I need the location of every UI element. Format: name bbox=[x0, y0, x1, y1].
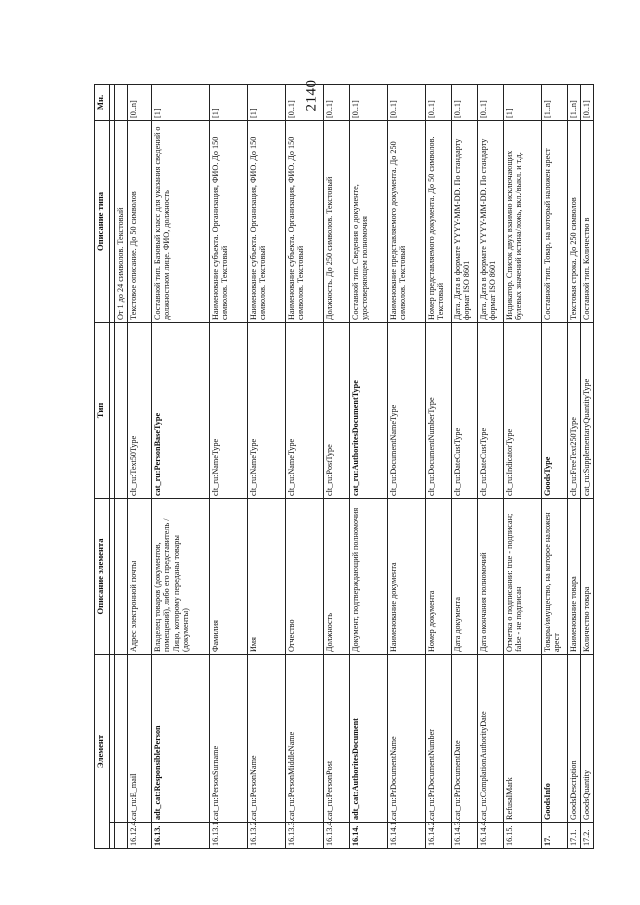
row-description: Имя bbox=[247, 498, 285, 654]
row-element: cat_ru:PersonPost bbox=[323, 654, 349, 822]
row-number: 16.14.1. bbox=[387, 823, 425, 849]
row-type: clt_ru:DocumentNameType bbox=[387, 322, 425, 498]
row-element: adt_cat:AuthoritesDocument bbox=[349, 654, 387, 822]
row-type: clt_ru:Text50Type bbox=[127, 322, 151, 498]
row-multiplicity: [1..n] bbox=[541, 84, 567, 120]
row-multiplicity: [0..1] bbox=[477, 84, 503, 120]
row-description: Дата документа bbox=[451, 498, 477, 654]
row-number bbox=[115, 823, 128, 849]
row-multiplicity: [0..1] bbox=[451, 84, 477, 120]
row-multiplicity: [0..n] bbox=[127, 84, 151, 120]
row-description: Отметка о подписании: true - подписан; false - не подписан bbox=[503, 498, 541, 654]
row-type-description: Наименование субъекта. Организация, ФИО. До 150 символов. Текстовый bbox=[247, 120, 285, 322]
table-row bbox=[115, 84, 128, 848]
row-number: 16.13. bbox=[151, 823, 209, 849]
table-row bbox=[209, 84, 247, 848]
row-number: 17.1. bbox=[567, 823, 580, 849]
row-number: 17.2. bbox=[580, 823, 593, 849]
table-row bbox=[323, 84, 349, 848]
table-row bbox=[151, 84, 209, 848]
row-type: GoodsType bbox=[541, 322, 567, 498]
row-number: 16.14. bbox=[349, 823, 387, 849]
row-type: clt_ru:NameType bbox=[247, 322, 285, 498]
row-type-description: Составной тип. Базовый класс для указания сведений о должностном лице. ФИО, должность bbox=[151, 120, 209, 322]
row-type: clt_ru:DocumentNumberType bbox=[425, 322, 451, 498]
row-description: Владелец товаров (документов, помещений), либо его представитель / Лицо, которому переданы товары (документы) bbox=[151, 498, 209, 654]
table-row bbox=[127, 84, 151, 848]
row-description bbox=[115, 498, 128, 654]
row-multiplicity: [0..1] bbox=[285, 84, 323, 120]
row-element: GoodsQuantity bbox=[580, 654, 593, 822]
table-row bbox=[425, 84, 451, 848]
row-type-description: Должность. До 250 символов. Текстовый bbox=[323, 120, 349, 322]
table-row bbox=[247, 84, 285, 848]
page-number-text: 2140 bbox=[303, 79, 320, 111]
row-element: GoodsDescription bbox=[567, 654, 580, 822]
row-type: clt_ru:PostType bbox=[323, 322, 349, 498]
row-element bbox=[115, 654, 128, 822]
header-type: Тип bbox=[95, 322, 110, 498]
row-element: cat_ru:PrDocumentName bbox=[387, 654, 425, 822]
row-element: cat_ru:E_mail bbox=[127, 654, 151, 822]
row-type: clt_ru:NameType bbox=[285, 322, 323, 498]
row-type: cat_ru:SupplementaryQuantityType bbox=[580, 322, 593, 498]
row-description: Фамилия bbox=[209, 498, 247, 654]
row-multiplicity: [0..1] bbox=[387, 84, 425, 120]
row-number: 16.13.2. bbox=[247, 823, 285, 849]
row-type: clt_ru:FreeText250Type bbox=[567, 322, 580, 498]
row-element: adt_cat:ResponsiblePerson bbox=[151, 654, 209, 822]
row-description: Адрес электронной почты bbox=[127, 498, 151, 654]
table-rotation-frame bbox=[94, 85, 591, 849]
row-element: cat_ru:PrDocumentNumber bbox=[425, 654, 451, 822]
row-type bbox=[115, 322, 128, 498]
row-type-description: Дата. Дата в формате YYYY-MM-DD. По стандарту формат ISO 8601 bbox=[451, 120, 477, 322]
table-row bbox=[541, 84, 567, 848]
row-multiplicity: [1] bbox=[247, 84, 285, 120]
row-description: Номер документа bbox=[425, 498, 451, 654]
row-description: Отчество bbox=[285, 498, 323, 654]
table-row bbox=[285, 84, 323, 848]
table-row bbox=[451, 84, 477, 848]
row-type-description: Наименование субъекта. Организация, ФИО. До 150 символов. Текстовый bbox=[209, 120, 247, 322]
row-element: RefusalMark bbox=[503, 654, 541, 822]
row-description: Наименование товара bbox=[567, 498, 580, 654]
table-row bbox=[387, 84, 425, 848]
row-description: Документ, подтверждающий полномочия bbox=[349, 498, 387, 654]
row-number: 16.12.4. bbox=[127, 823, 151, 849]
row-type-description: Текстовое описание. До 50 символов bbox=[127, 120, 151, 322]
row-type: clt_ru:DateCustType bbox=[451, 322, 477, 498]
row-type: cat_ru:PersonBaseType bbox=[151, 322, 209, 498]
row-element: cat_ru:PersonName bbox=[247, 654, 285, 822]
row-description: Должность bbox=[323, 498, 349, 654]
row-type-description: От 1 до 24 символов. Текстовый bbox=[115, 120, 128, 322]
row-multiplicity: [0..1] bbox=[580, 84, 593, 120]
row-description: Дата окончания полномочий bbox=[477, 498, 503, 654]
row-multiplicity: [0..1] bbox=[349, 84, 387, 120]
row-type: clt_ru:NameType bbox=[209, 322, 247, 498]
row-type-description: Наименование представляемого документа. До 250 символов. Текстовый bbox=[387, 120, 425, 322]
table-row bbox=[503, 84, 541, 848]
header-element: Элемент bbox=[95, 654, 110, 848]
row-number: 16.13.1. bbox=[209, 823, 247, 849]
row-number: 17. bbox=[541, 823, 567, 849]
table-row bbox=[580, 84, 593, 848]
row-type: clt_ru:IndicatorType bbox=[503, 322, 541, 498]
row-multiplicity: [1] bbox=[209, 84, 247, 120]
row-element: GoodsInfo bbox=[541, 654, 567, 822]
row-element: cat_ru:PersonMiddleName bbox=[285, 654, 323, 822]
row-number: 16.14.3. bbox=[451, 823, 477, 849]
row-number: 16.13.4. bbox=[323, 823, 349, 849]
header-type-description: Описание типа bbox=[95, 120, 110, 322]
table-row bbox=[477, 84, 503, 848]
header-element-description: Описание элемента bbox=[95, 498, 110, 654]
header-multiplicity: Мн. bbox=[95, 84, 110, 120]
row-multiplicity: [1] bbox=[503, 84, 541, 120]
row-multiplicity bbox=[115, 84, 128, 120]
row-type-description: Дата. Дата в формате YYYY-MM-DD. По стандарту формат ISO 8601 bbox=[477, 120, 503, 322]
row-description: Товары/имущество, на которое наложен арест bbox=[541, 498, 567, 654]
table-row bbox=[567, 84, 580, 848]
row-type: clt_ru:DateCustType bbox=[477, 322, 503, 498]
row-multiplicity: [1..n] bbox=[567, 84, 580, 120]
row-element: cat_ru:PrDocumentDate bbox=[451, 654, 477, 822]
row-number: 16.15. bbox=[503, 823, 541, 849]
row-multiplicity: [1] bbox=[151, 84, 209, 120]
row-multiplicity: [0..1] bbox=[323, 84, 349, 120]
row-type-description: Индикатор. Список двух взаимно исключающих булевых значений истина/ложь, вкл./выкл. и т.д. bbox=[503, 120, 541, 322]
table-row bbox=[349, 84, 387, 848]
row-element: cat_ru:ComplationAuthorityDate bbox=[477, 654, 503, 822]
row-type-description: Составной тип. Товар, на который наложен арест bbox=[541, 120, 567, 322]
row-type-description: Текстовая строка. До 250 символов bbox=[567, 120, 580, 322]
schema-table bbox=[94, 84, 594, 849]
row-multiplicity: [0..1] bbox=[425, 84, 451, 120]
row-description: Наименование документа bbox=[387, 498, 425, 654]
row-description: Количество товара bbox=[580, 498, 593, 654]
row-number: 16.14.4. bbox=[477, 823, 503, 849]
row-type-description: Составной тип. Сведения о документе, удостоверяющем полномочия bbox=[349, 120, 387, 322]
table-header-row bbox=[95, 84, 110, 848]
row-number: 16.13.3. bbox=[285, 823, 323, 849]
row-element: cat_ru:PersonSurname bbox=[209, 654, 247, 822]
row-type-description: Составной тип. Количество в bbox=[580, 120, 593, 322]
row-type-description: Наименование субъекта. Организация, ФИО. До 150 символов. Текстовый bbox=[285, 120, 323, 322]
rotated-table-sheet bbox=[94, 85, 591, 849]
row-type-description: Номер представляемого документа. До 50 символов. Текстовый bbox=[425, 120, 451, 322]
row-number: 16.14.2. bbox=[425, 823, 451, 849]
row-type: cat_ru:AuthoritesDocumentType bbox=[349, 322, 387, 498]
